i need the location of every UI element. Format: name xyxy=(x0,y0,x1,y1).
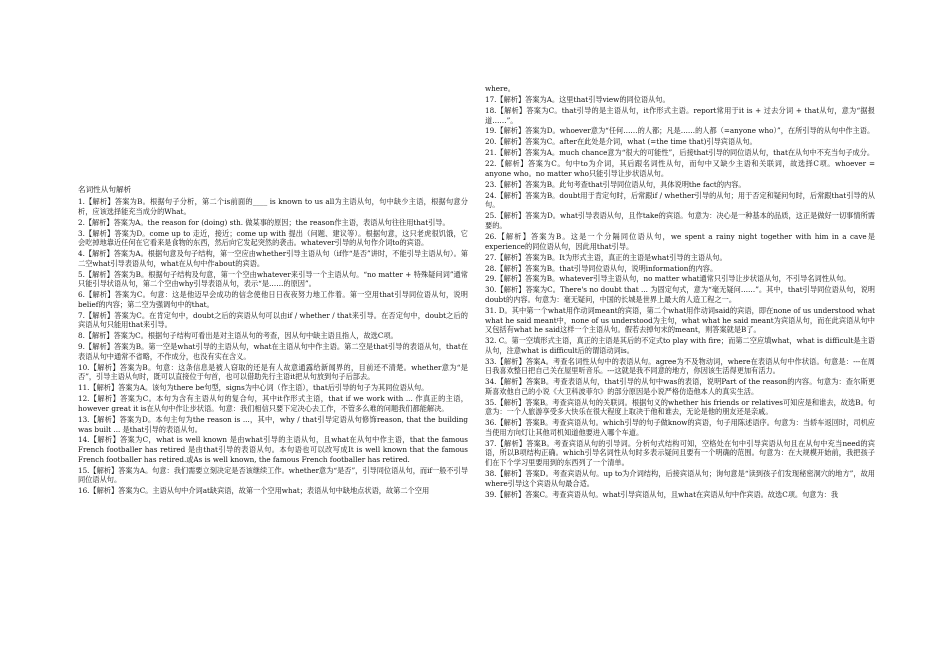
answer-item: 7.【解析】答案为C。在肯定句中，doubt之后的宾语从句可以由if / whether / that来引导。在否定句中，doubt之后的宾语从句只能用that来引导。 xyxy=(78,310,468,330)
answer-item: 37.【解析】答案B。考查宾语从句的引导词。分析句式结构可知，空格处在句中引导宾语从句且在从句中充当need的宾语，所以B项结构正确。which引导名词性从句时多表示疑问且要有一个明确的范围。句意为：在大规模开始前，我把孩子们在下个学习里要用到的东西列了一个清单。 xyxy=(485,438,875,468)
answer-item: 39.【解析】答案C。考查宾语从句。what引导宾语从句，且what在宾语从句中作宾语。故选C项。句意为：我 xyxy=(485,489,839,499)
answer-item: 29.【解析】答案为B。whatever引导主语从句，no matter what通常只引导让步状语从句，不引导名词性从句。 xyxy=(485,274,851,284)
answer-item: 8.【解析】答案为C。根据句子结构可看出是对主语从句的考查，因从句中缺主语且指人，故选C项。 xyxy=(78,331,398,341)
answer-item: 36.【解析】答案B。考查宾语从句。which引导的句子做know的宾语，句子用陈述语序。句意为：当轿车返回时，司机应当使用方向灯让其他司机知道他要进入哪个车道。 xyxy=(485,418,875,437)
answer-item: 26.【解析】答案为B。这是一个分隔同位语从句，we spent a rainy night together with him in a cave是experience的同位语从句，因此用that引导。 xyxy=(485,232,875,251)
right-item-list xyxy=(485,84,875,499)
answer-item: 1.【解析】答案为B。根据句子分析，第二个is前面的____ is known to us all为主语从句，句中缺少主语，根据句意分析，应该选择能充当成分的What。 xyxy=(78,197,468,216)
answer-item: 34.【解析】答案B。考查表语从句，that引导的从句中was的表语，说明Part of the reason的内容。句意为：查尔斯更斯喜欢他自己的小说《大卫科波菲尔》的部分原因是小说严格仿造他本人的真实生活。 xyxy=(485,377,875,396)
answer-item: 17.【解析】答案为A。这里that引导view的同位语从句。 xyxy=(485,94,670,104)
answer-item: 21.【解析】答案为A。much chance意为“很大的可能性”，后接that引导的同位语从句，that在从句中不充当句子成分。 xyxy=(485,148,875,158)
answer-item: 20.【解析】答案为C。after在此处是介词，what (=the time that)引导宾语从句。 xyxy=(485,137,757,147)
answer-item: 16.【解析】答案为C。主语从句中介词at缺宾语，故第一个空用what；表语从句中缺地点状语，故第二个空用 xyxy=(78,486,430,496)
answer-item: 2.【解析】答案为A。the reason for (doing) sth. 做某事的原因；the reason作主语，表语从句往往用that引导。 xyxy=(78,217,450,227)
left-item-list xyxy=(78,197,468,496)
answer-item: 14.【解析】答案为C，what is well known 是由what引导的主语从句，且what在从句中作主语，that the famous French footballer has retired 是由that引导的表语从句。本句语也可以改写成It is well known that the famous French footballer has retired.或As is well known, the famous French footballer has retired. xyxy=(78,435,468,464)
answer-item: 4.【解析】答案为A。根据句意及句子结构，第一空应由whether引导主语从句（if作“是否”讲时，不能引导主语从句）。第二空what引导表语从句，what在从句中作about的宾语。 xyxy=(78,249,468,268)
answer-item: 11.【解析】答案为A。该句为there be句型，signs为中心词（作主语），that后引导的句子为其同位语从句。 xyxy=(78,383,429,393)
answer-item: 23.【解析】答案为B。此句考查that引导同位语从句，具体说明the fact的内容。 xyxy=(485,179,746,189)
answer-item: 19.【解析】答案为D。whoever意为“任何……的人都；凡是……的人都（=anyone who）”，在所引导的从句中作主语。 xyxy=(485,126,875,136)
answer-item: 30.【解析】答案为C。There's no doubt that ... 为固定句式，意为“毫无疑问……”。其中，that引导同位语从句，说明doubt的内容。句意为：毫无疑问，中国的长城是世界上最大的人造工程之一。 xyxy=(485,285,875,305)
answer-item: 12.【解析】答案为C。本句为含有主语从句的复合句，其中it作形式主语，that if we work with ... 作真正的主语，however great it is在从句中作让步状语。句意：我们相信只要下定决心去工作，不管多么难的问题我们都能解决。 xyxy=(78,394,468,413)
answer-item: 25.【解析】答案为D。what引导表语从句，且作take的宾语。句意为：决心是一种基本的品质，这正是做好一切事情所需要的。 xyxy=(485,211,875,231)
answer-item: 32. C。第一空填形式主语，真正的主语是其后的不定式to play with fire；而第二空应填what，what is difficult是主语从句，注意what is difficult后的谓语动词is。 xyxy=(485,336,875,355)
answer-item: 24.【解析】答案为B。doubt用于肯定句时，后常跟if / whether引导的从句；用于否定和疑问句时，后常跟that引导的从句。 xyxy=(485,190,875,210)
answer-item: 28.【解析】答案为B。that引导同位语从句，说明information的内容。 xyxy=(485,263,718,273)
answer-item: 10.【解析】答案为B。句意：这条信息是被人窃取的还是有人故意通露给新闻界的，目前还不清楚。whether意为“是否”，引导主语从句时，既可以直接位于句首，也可以借助先行主语it把从句放到句子后部去。 xyxy=(78,362,468,382)
answer-item: 35.【解析】答案B。考查宾语从句的关联词。根据句义的whether his friends or relatives可知应是和谁去，故选B。句意为：一个人旅游享受多大快乐在很大程度上取决于他和谁去，无论是他的朋友还是亲戚。 xyxy=(485,397,875,417)
right-column xyxy=(485,84,875,501)
answer-item: 18.【解析】答案为C。that引导的是主语从句，it作形式主语。report常用于it is + 过去分词 + that从句，意为“据报道……”。 xyxy=(485,105,875,125)
answer-item: 15.【解析】答案为A。句意：我们需要立刻决定是否该继续工作。whether意为“是否”，引导同位语从句，而if一般不引导同位语从句。 xyxy=(78,465,468,485)
answer-item: 5.【解析】答案为B。根据句子结构及句意，第一个空由whatever来引导一个主语从句。“no matter + 特殊疑问词”通常只能引导状语从句，第二个空由why引导表语从句，表示“是……的原因”。 xyxy=(78,269,468,289)
answer-item: where。 xyxy=(485,84,515,93)
answer-item: 27.【解析】答案为B。It为形式主语，真正的主语是what引导的主语从句。 xyxy=(485,252,727,262)
answer-item: 31. D。其中第一个what用作动词meant的宾语，第二个what用作动词said的宾语，即在none of us understood what what he said meant中，none of us understood为主句，what what he said meant为宾语从句，而在此宾语从句中又包括有what he said这样一个主语从句。假若去掉句末的meant，则答案就是B了。 xyxy=(485,306,875,335)
document-title: 名词性从句解析 xyxy=(78,185,132,194)
left-column xyxy=(78,185,468,497)
answer-item: 3.【解析】答案为D。come up to 走近，接近；come up with 提出（问题、建议等）。根据句意，这只老虎很饥饿，它会吃掉地靠近任何在它看来是食物的东西，然后向它发起突然的袭击。whatever引导的从句作介词to的宾语。 xyxy=(78,228,468,248)
answer-item: 22.【解析】答案为C。句中to为介词，其后跟名词性从句，而句中又缺少主语和关联词，故选择C项。whoever = anyone who。no matter who只能引导让步状语从句。 xyxy=(485,159,875,178)
answer-item: 6.【解析】答案为C。句意：这是他迈早会成功的信念使他日日夜夜努力地工作着。第一空用that引导同位语从句，说明belief的内容；第二空为强调句中的that。 xyxy=(78,290,468,309)
answer-item: 13.【解析】答案为D。本句主句为the reason is ...，其中，why / that引导定语从句修饰reason, that the building was built ... 是that引导的表语从句。 xyxy=(78,414,468,434)
answer-item: 38.【解析】答案D。考查宾语从句。up to为介词结构，后接宾语从句；询句意是“读到孩子们发现秘密洞穴的地方”，故用where引导这个宾语从句最合适。 xyxy=(485,468,875,488)
answer-item: 33.【解析】答案A。考查名词性从句中的表语从句。agree为不及物动词，where在表语从句中作状语。句意是：---在周日我喜欢整日把自己关在屋里听音乐。---这就是我不同意的地方，你因该生活得更加有活力。 xyxy=(485,356,875,376)
answer-item: 9.【解析】答案为B。第一空是what引导的主语从句，what在主语从句中作主语。第二空是that引导的表语从句，that在表语从句中通常不省略，不作成分，也没有实在含义。 xyxy=(78,342,468,361)
